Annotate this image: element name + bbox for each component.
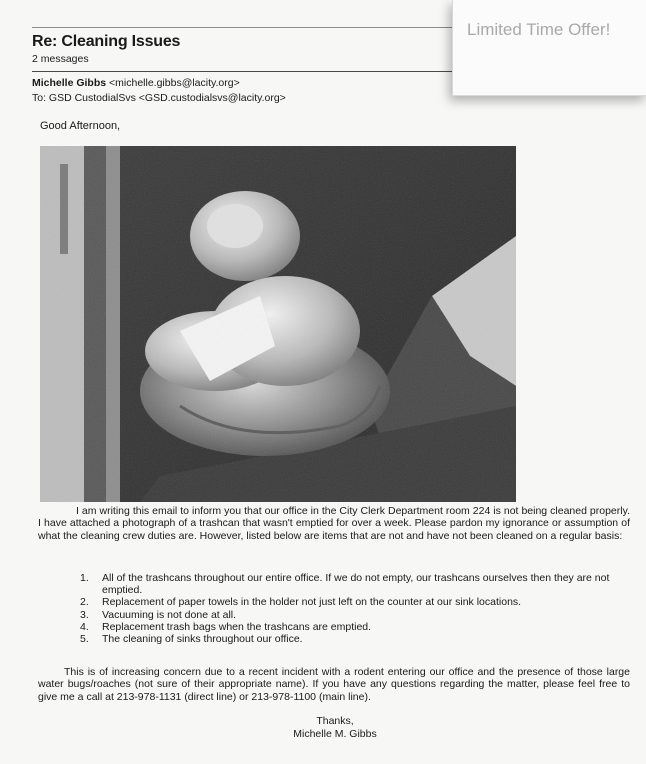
offer-popup[interactable]	[452, 0, 646, 96]
top-divider	[32, 27, 452, 28]
body-paragraph-2: This is of increasing concern due to a recent incident with a rodent entering our office and the presence of those large water bugs/roaches (not sure of their appropriate name). If you have any questions regarding the matter, please feel free to give me a call at 213-978-1131 (direct line) or 213-978-1100 (main line).	[38, 666, 630, 703]
sender-name: Michelle Gibbs	[32, 77, 107, 89]
issue-list	[80, 572, 628, 645]
signature-name: Michelle M. Gibbs	[293, 727, 377, 740]
signature-block	[280, 715, 390, 740]
from-line	[32, 77, 240, 89]
closing: Thanks,	[316, 715, 354, 727]
trashcan-photo	[40, 146, 516, 502]
greeting: Good Afternoon,	[40, 120, 121, 132]
list-item: 4. Replacement trash bags when the trashcans are emptied.	[80, 620, 372, 633]
list-item: 3. Vacuuming is not done at all.	[80, 608, 237, 621]
email-subject: Re: Cleaning Issues	[32, 33, 181, 50]
list-item: 2. Replacement of paper towels in the holder not just left on the counter at our sink locations.	[80, 596, 522, 609]
to-line: To: GSD CustodialSvs <GSD.custodialsvs@lacity.org>	[32, 92, 286, 104]
offer-popup-text[interactable]: Limited Time Offer!	[467, 20, 611, 39]
body-paragraph-1: I am writing this email to inform you that our office in the City Clerk Department room 224 is not being cleaned properly. I have attached a photograph of a trashcan that wasn't emptied for over a week. Please pardon my ignorance or assumption of what the cleaning crew duties are. However, listed below are items that are not and have not been cleaned on a regular basis:	[38, 505, 630, 542]
list-item: 5. The cleaning of sinks throughout our office.	[80, 633, 303, 646]
message-count: 2 messages	[32, 53, 89, 65]
list-item: 1. All of the trashcans throughout our entire office. If we do not empty, our trashcans ourselves then they are not emptied.	[80, 572, 610, 597]
sender-address: <michelle.gibbs@lacity.org>	[109, 77, 240, 89]
